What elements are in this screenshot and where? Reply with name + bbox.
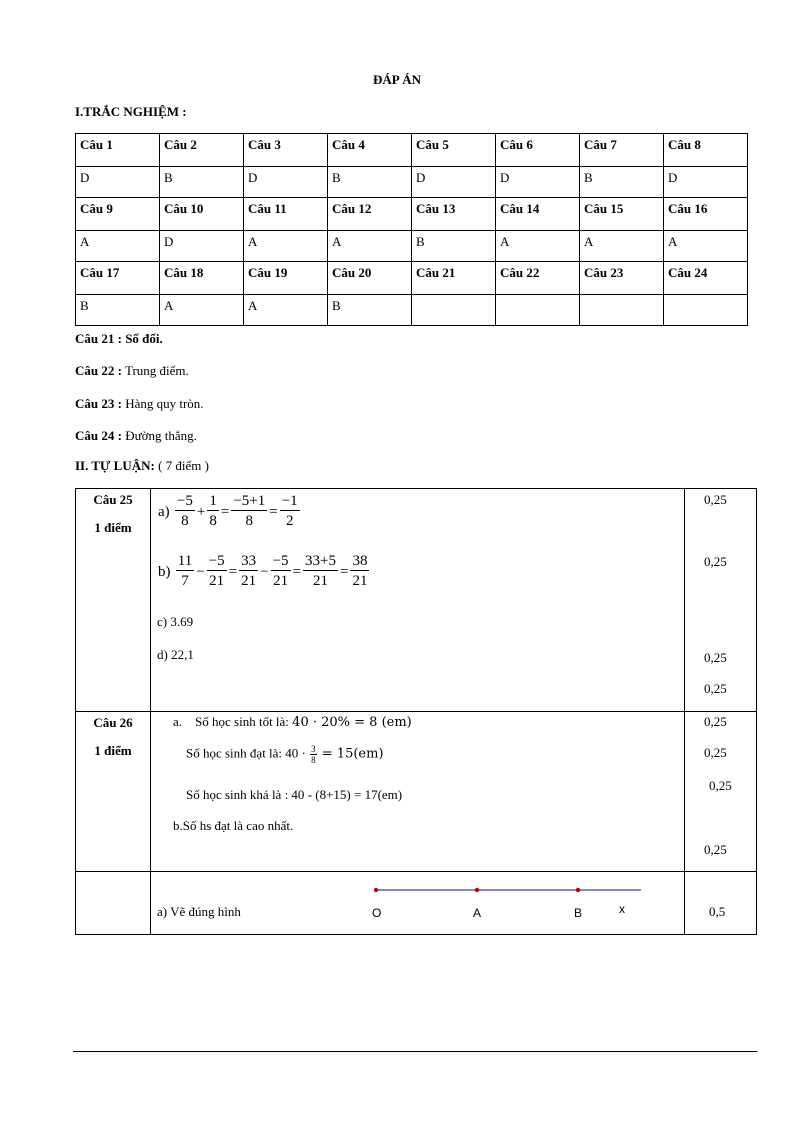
q25-part-a bbox=[157, 493, 301, 531]
q25-b-prefix: b) bbox=[158, 563, 171, 580]
mc-question-cell: Câu 11 bbox=[244, 198, 328, 231]
q26-line-3: Số học sinh khá là : 40 - (8+15) = 17(em) bbox=[186, 787, 403, 802]
math-operator: = bbox=[228, 563, 238, 580]
fill-answer-label: Câu 23 : bbox=[75, 396, 122, 411]
fraction-numerator: 33+5 bbox=[305, 553, 336, 569]
fraction-numerator: −5 bbox=[208, 553, 225, 569]
q26-line-2-text: Số học sinh đạt là: 40 · bbox=[186, 745, 306, 761]
point-a-label: A bbox=[473, 906, 482, 920]
fraction-numerator: −1 bbox=[281, 493, 298, 509]
mc-answer-row bbox=[76, 295, 748, 326]
essay-answer-table bbox=[75, 488, 757, 935]
fraction-numerator: 33 bbox=[241, 553, 257, 569]
mc-answer-cell bbox=[664, 295, 748, 326]
ray-diagram bbox=[371, 884, 671, 914]
mc-answer-cell: A bbox=[244, 295, 328, 326]
q26-line-1-math: 40 · 20% = 8 (em) bbox=[292, 715, 412, 730]
point-a-dot bbox=[475, 888, 479, 892]
fill-answer-label: Câu 24 : bbox=[75, 428, 122, 443]
fill-answer-label: Câu 21 : bbox=[75, 331, 122, 346]
mc-question-cell: Câu 2 bbox=[160, 134, 244, 167]
mc-question-cell: Câu 9 bbox=[76, 198, 160, 231]
math-operator: = bbox=[220, 503, 230, 520]
mc-answer-cell: A bbox=[76, 231, 160, 262]
fraction-denominator: 2 bbox=[285, 513, 294, 529]
q25-part-c: c) 3.69 bbox=[157, 614, 194, 629]
fill-answer-line bbox=[75, 331, 163, 347]
fraction bbox=[280, 493, 300, 531]
q25-score-cell bbox=[685, 489, 757, 712]
mc-question-cell: Câu 24 bbox=[664, 262, 748, 295]
q26-content-cell bbox=[151, 712, 685, 872]
q26-fraction-denominator: 8 bbox=[311, 755, 316, 765]
q25-points: 1 điểm bbox=[94, 520, 132, 535]
fraction-denominator: 8 bbox=[245, 513, 254, 529]
fill-answer-line bbox=[75, 396, 204, 412]
q26-line-1-text: Số học sinh tốt là: bbox=[195, 714, 293, 729]
mc-question-cell: Câu 1 bbox=[76, 134, 160, 167]
mc-question-cell: Câu 15 bbox=[580, 198, 664, 231]
section-multiple-choice-heading: I.TRẮC NGHIỆM : bbox=[75, 104, 187, 119]
fraction bbox=[303, 553, 338, 591]
q27-label-cell bbox=[76, 872, 151, 935]
mc-question-cell: Câu 21 bbox=[412, 262, 496, 295]
fraction bbox=[176, 553, 194, 591]
fraction bbox=[239, 553, 258, 591]
fraction-numerator: −5 bbox=[176, 493, 193, 509]
mc-answer-cell: A bbox=[496, 231, 580, 262]
mc-answer-cell: B bbox=[412, 231, 496, 262]
mc-question-cell: Câu 18 bbox=[160, 262, 244, 295]
fraction-numerator: 38 bbox=[352, 553, 368, 569]
section-essay-heading bbox=[75, 458, 209, 474]
math-operator: + bbox=[196, 503, 206, 520]
mc-question-cell: Câu 17 bbox=[76, 262, 160, 295]
fill-answer-text: Hàng quy tròn. bbox=[125, 396, 204, 411]
mc-header-row bbox=[76, 134, 748, 167]
mc-question-cell: Câu 7 bbox=[580, 134, 664, 167]
q25-score-d: 0,25 bbox=[704, 681, 727, 696]
mc-question-cell: Câu 8 bbox=[664, 134, 748, 167]
q26-score-3: 0,25 bbox=[709, 778, 732, 793]
mc-answer-cell: B bbox=[76, 295, 160, 326]
mc-answer-cell: A bbox=[664, 231, 748, 262]
section-essay-label: II. TỰ LUẬN: bbox=[75, 458, 155, 473]
mc-answer-cell: D bbox=[76, 167, 160, 198]
math-operator: − bbox=[196, 563, 205, 580]
mc-answer-cell: A bbox=[328, 231, 412, 262]
fraction bbox=[207, 493, 219, 531]
mc-answer-cell: A bbox=[580, 231, 664, 262]
q26-score-2: 0,25 bbox=[704, 745, 727, 760]
section-essay-points: ( 7 điểm ) bbox=[154, 458, 209, 473]
mc-answer-cell: D bbox=[160, 231, 244, 262]
fraction-numerator: −5+1 bbox=[233, 493, 266, 509]
fill-answer-text: Trung điểm. bbox=[124, 363, 189, 378]
fill-answer-text: Đường thẳng. bbox=[125, 428, 197, 443]
q27-score: 0,5 bbox=[709, 904, 726, 919]
mc-answer-row bbox=[76, 231, 748, 262]
mc-question-cell: Câu 20 bbox=[328, 262, 412, 295]
mc-answer-cell: A bbox=[160, 295, 244, 326]
mc-answer-cell: B bbox=[160, 167, 244, 198]
q26-line-2 bbox=[186, 744, 384, 765]
fraction-numerator: −5 bbox=[272, 553, 289, 569]
footer-divider bbox=[73, 1051, 757, 1052]
fraction-denominator: 7 bbox=[181, 573, 189, 589]
fraction bbox=[207, 553, 227, 591]
mc-answer-cell: B bbox=[580, 167, 664, 198]
fraction bbox=[175, 493, 195, 531]
mc-answer-cell: D bbox=[664, 167, 748, 198]
mc-header-row bbox=[76, 262, 748, 295]
mc-answer-cell bbox=[580, 295, 664, 326]
q25-label: Câu 25 bbox=[93, 492, 133, 507]
q26-a-marker: a. bbox=[173, 714, 183, 729]
q26-label-cell bbox=[76, 712, 151, 872]
math-operator: = bbox=[269, 503, 278, 520]
fraction-denominator: 8 bbox=[181, 513, 189, 529]
fill-answer-text: Số đối. bbox=[125, 331, 163, 346]
mc-question-cell: Câu 5 bbox=[412, 134, 496, 167]
q25-label-cell bbox=[76, 489, 151, 712]
q26-row bbox=[76, 712, 757, 872]
page-title: ĐÁP ÁN bbox=[372, 72, 422, 87]
q25-a-prefix: a) bbox=[158, 503, 170, 520]
q26-score-4: 0,25 bbox=[704, 842, 727, 857]
q26-fraction bbox=[310, 744, 317, 765]
q25-score-a: 0,25 bbox=[704, 492, 727, 507]
fill-answer-line bbox=[75, 363, 189, 379]
multiple-choice-answer-table bbox=[75, 133, 748, 326]
q26-line-1 bbox=[173, 714, 412, 730]
point-o-label: O bbox=[372, 906, 382, 920]
ray-x-label: x bbox=[619, 902, 625, 916]
math-operator: = bbox=[339, 563, 349, 580]
mc-answer-cell: B bbox=[328, 167, 412, 198]
q25-row bbox=[76, 489, 757, 712]
mc-answer-cell bbox=[412, 295, 496, 326]
q26-points: 1 điểm bbox=[94, 743, 132, 758]
fraction-numerator: 11 bbox=[177, 553, 193, 569]
q26-score-1: 0,25 bbox=[704, 714, 727, 729]
mc-answer-cell bbox=[496, 295, 580, 326]
q25-part-d: d) 22,1 bbox=[157, 647, 194, 662]
mc-question-cell: Câu 22 bbox=[496, 262, 580, 295]
mc-question-cell: Câu 4 bbox=[328, 134, 412, 167]
point-o-dot bbox=[374, 888, 378, 892]
mc-question-cell: Câu 12 bbox=[328, 198, 412, 231]
q26-fraction-numerator: 3 bbox=[311, 744, 316, 754]
fill-answer-line bbox=[75, 428, 197, 444]
mc-question-cell: Câu 23 bbox=[580, 262, 664, 295]
q27-content-cell bbox=[151, 872, 685, 935]
q26-score-cell bbox=[685, 712, 757, 872]
fraction bbox=[271, 553, 291, 591]
q26-line-4: b.Số hs đạt là cao nhất. bbox=[173, 818, 294, 833]
fraction-denominator: 21 bbox=[352, 573, 368, 589]
mc-answer-cell: D bbox=[412, 167, 496, 198]
mc-question-cell: Câu 3 bbox=[244, 134, 328, 167]
q25-score-b: 0,25 bbox=[704, 554, 727, 569]
mc-question-cell: Câu 16 bbox=[664, 198, 748, 231]
q25-content-cell bbox=[151, 489, 685, 712]
mc-answer-cell: A bbox=[244, 231, 328, 262]
fraction-denominator: 21 bbox=[313, 573, 328, 589]
fill-answer-label: Câu 22 : bbox=[75, 363, 122, 378]
q26-label: Câu 26 bbox=[93, 715, 133, 730]
fraction-denominator: 21 bbox=[241, 573, 257, 589]
q27-row bbox=[76, 872, 757, 935]
mc-answer-cell: D bbox=[496, 167, 580, 198]
mc-answer-row bbox=[76, 167, 748, 198]
fraction-denominator: 8 bbox=[209, 513, 217, 529]
mc-answer-cell: D bbox=[244, 167, 328, 198]
q25-score-c: 0,25 bbox=[704, 650, 727, 665]
point-b-label: B bbox=[574, 906, 583, 920]
mc-header-row bbox=[76, 198, 748, 231]
fraction-denominator: 21 bbox=[209, 573, 225, 589]
math-operator: = bbox=[292, 563, 302, 580]
mc-question-cell: Câu 14 bbox=[496, 198, 580, 231]
fraction-denominator: 21 bbox=[273, 573, 289, 589]
fraction bbox=[231, 493, 267, 531]
q27-text: a) Vẽ đúng hình bbox=[157, 904, 241, 919]
point-b-dot bbox=[576, 888, 580, 892]
mc-question-cell: Câu 19 bbox=[244, 262, 328, 295]
q26-line-2-math: = 15(em) bbox=[317, 746, 384, 762]
math-operator: − bbox=[260, 563, 269, 580]
mc-question-cell: Câu 13 bbox=[412, 198, 496, 231]
mc-question-cell: Câu 10 bbox=[160, 198, 244, 231]
mc-answer-cell: B bbox=[328, 295, 412, 326]
fraction-numerator: 1 bbox=[209, 493, 217, 509]
q27-score-cell bbox=[685, 872, 757, 935]
fraction bbox=[350, 553, 369, 591]
q25-part-b bbox=[157, 553, 370, 591]
mc-question-cell: Câu 6 bbox=[496, 134, 580, 167]
